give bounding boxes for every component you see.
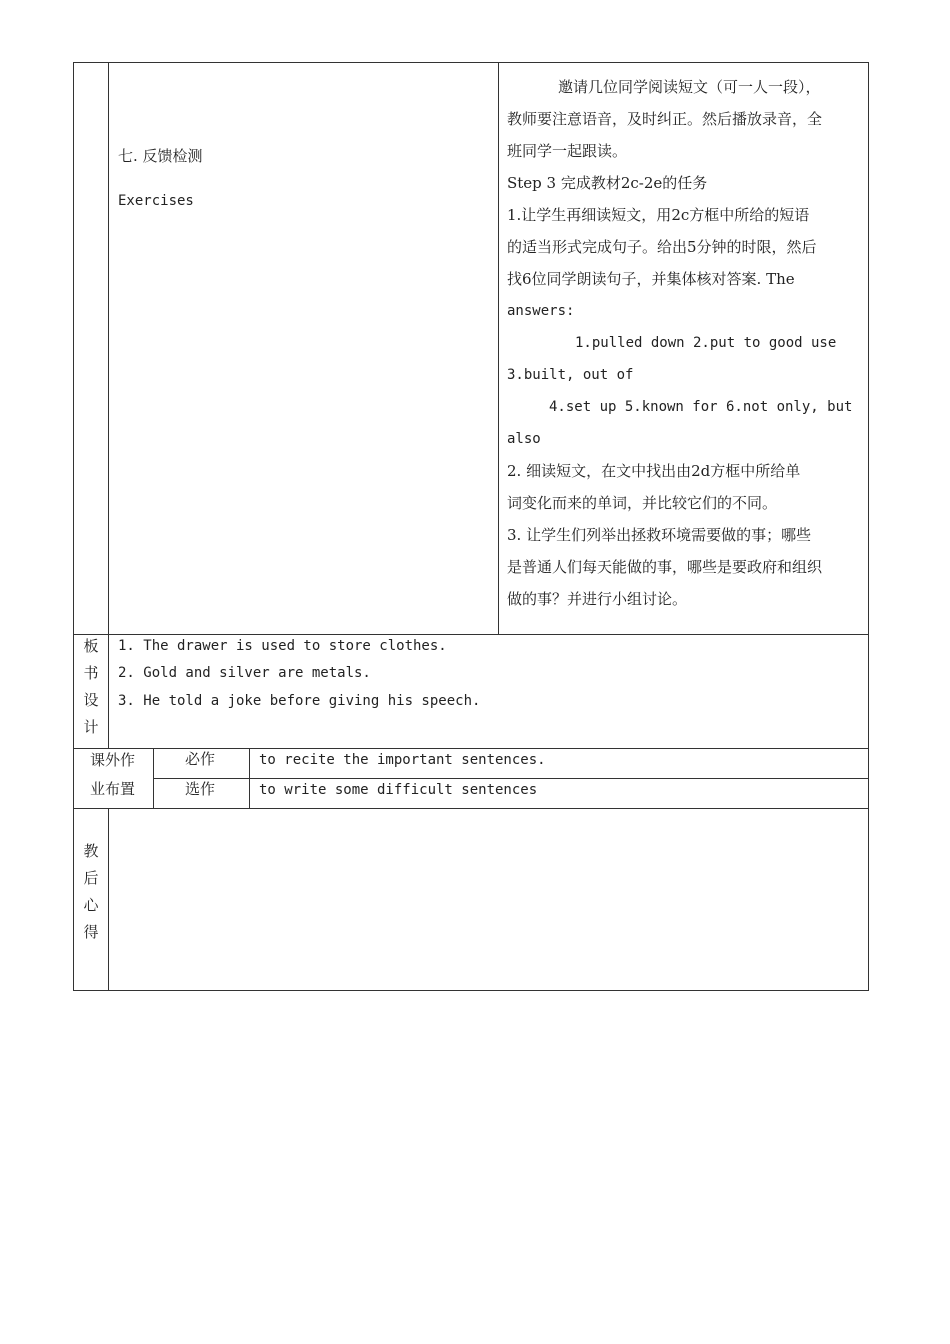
required-label: 必作 (185, 750, 216, 768)
procedure-line: 找6位同学朗读句子，并集体核对答案. The (507, 270, 795, 288)
procedure-line: 教师要注意语音，及时纠正。然后播放录音，全 (507, 110, 823, 128)
procedure-line: 的适当形式完成句子。给出5分钟的时限，然后 (507, 238, 817, 256)
procedure-line: 是普通人们每天能做的事，哪些是要政府和组织 (507, 558, 823, 576)
procedure-line: 3.built, out of (507, 367, 634, 383)
homework-type-border (249, 748, 250, 809)
procedure-line: answers: (507, 303, 575, 319)
procedure-line: 邀请几位同学阅读短文（可一人一段）， (558, 78, 821, 96)
board-item: 2. Gold and silver are metals. (118, 665, 371, 681)
section-subtitle: Exercises (118, 193, 194, 209)
procedure-line: Step 3 完成教材2c-2e的任务 (507, 174, 708, 192)
section-title: 七. 反馈检测 (118, 147, 203, 165)
table-left-border (73, 62, 74, 991)
homework-label-line1: 课外作 (90, 751, 136, 769)
homework-label-line2: 业布置 (90, 780, 136, 798)
procedure-line: 3. 让学生们列举出拯救环境需要做的事；哪些 (507, 526, 812, 544)
reflection-label: 教后心得 (83, 842, 99, 941)
table-right-border (868, 62, 869, 991)
reflection-content (109, 809, 868, 990)
procedure-line: 4.set up 5.known for 6.not only, but (549, 399, 853, 415)
homework-mid-border (153, 778, 869, 779)
procedure-line: also (507, 431, 541, 447)
required-homework: to recite the important sentences. (259, 752, 546, 768)
procedure-line: 2. 细读短文，在文中找出由2d方框中所给单 (507, 462, 801, 480)
procedure-line: 词变化而来的单词，并比较它们的不同。 (507, 494, 778, 512)
board-item: 1. The drawer is used to store clothes. (118, 638, 447, 654)
optional-label: 选作 (185, 780, 216, 798)
procedure-line: 1.让学生再细读短文，用2c方框中所给的短语 (507, 206, 810, 224)
label-column-border-top (108, 62, 109, 635)
optional-homework: to write some difficult sentences (259, 782, 538, 798)
homework-label-border (153, 748, 154, 809)
procedure-line: 做的事？并进行小组讨论。 (507, 590, 688, 608)
board-row-top-border (73, 634, 869, 635)
procedure-line: 班同学一起跟读。 (507, 142, 628, 160)
table-bottom-border (73, 990, 869, 991)
board-item: 3. He told a joke before giving his speech. (118, 693, 481, 709)
procedure-line: 1.pulled down 2.put to good use (575, 335, 837, 351)
board-design-label: 板书设计 (83, 637, 99, 736)
procedure-column-border (498, 62, 499, 635)
label-column-border-board (108, 634, 109, 749)
table-top-border (73, 62, 869, 63)
